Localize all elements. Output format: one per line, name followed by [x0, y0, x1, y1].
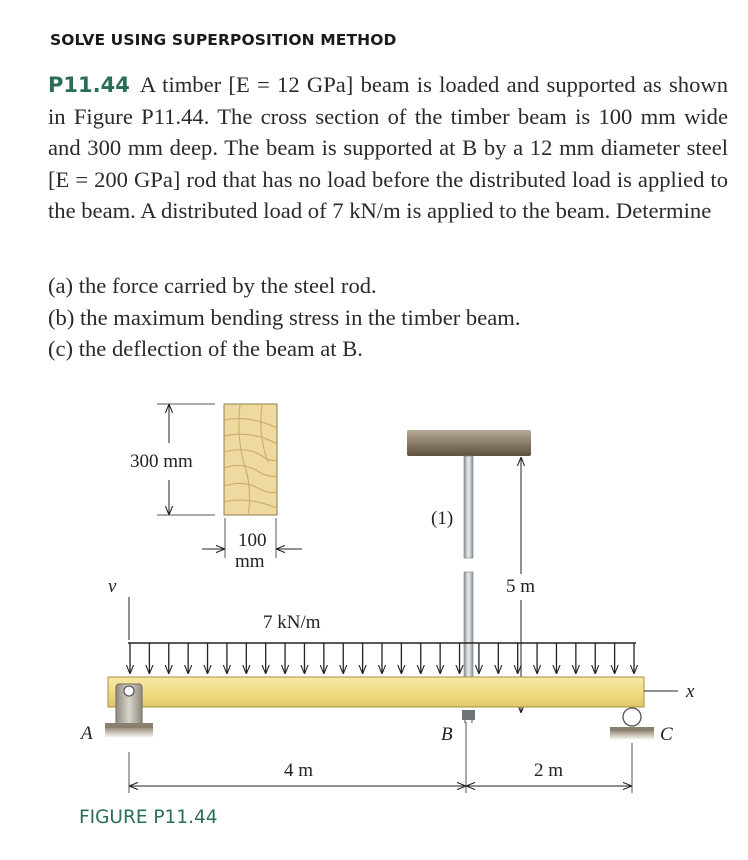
figure-caption: FIGURE P11.44	[79, 807, 218, 828]
timber-beam	[108, 677, 644, 707]
point-b-label: B	[441, 724, 453, 745]
point-c-label: C	[660, 724, 673, 745]
problem-number: P11.44	[48, 73, 130, 97]
distributed-load	[128, 643, 636, 673]
load-label: 7 kN/m	[263, 612, 321, 633]
cross-section	[130, 404, 302, 572]
page-heading: SOLVE USING SUPERPOSITION METHOD	[50, 31, 397, 49]
roller-support-c	[610, 708, 654, 740]
rod-length-label: 5 m	[506, 576, 536, 597]
rod-label: (1)	[431, 508, 454, 529]
depth-label: 300 mm	[130, 451, 193, 472]
width-label-number: 100	[238, 530, 267, 551]
part-c: (c) the deflection of the beam at B.	[48, 336, 363, 361]
part-b: (b) the maximum bending stress in the timber beam.	[48, 304, 521, 330]
problem-text: A timber [E = 12 GPa] beam is loaded and supported as shown in Figure P11.44. The cross section of the timber beam is 100 mm wide and 300 mm deep. The beam is supported at B by a 12 mm diameter steel [E = 200 GPa] rod that has no load before the distributed load is applied to the beam. A distributed load of 7 kN/m is applied to the beam. Determine	[48, 72, 728, 223]
span-ab-label: 4 m	[284, 760, 314, 781]
v-axis-label: v	[108, 576, 117, 597]
part-a: (a) the force carried by the steel rod.	[48, 273, 377, 298]
width-label-unit: mm	[235, 551, 265, 572]
load-arrows	[130, 643, 634, 673]
x-axis-label: x	[686, 681, 695, 702]
point-a-label: A	[81, 723, 93, 744]
span-bc-label: 2 m	[534, 760, 564, 781]
rod-bolt	[462, 710, 475, 720]
ceiling-support	[407, 430, 531, 456]
